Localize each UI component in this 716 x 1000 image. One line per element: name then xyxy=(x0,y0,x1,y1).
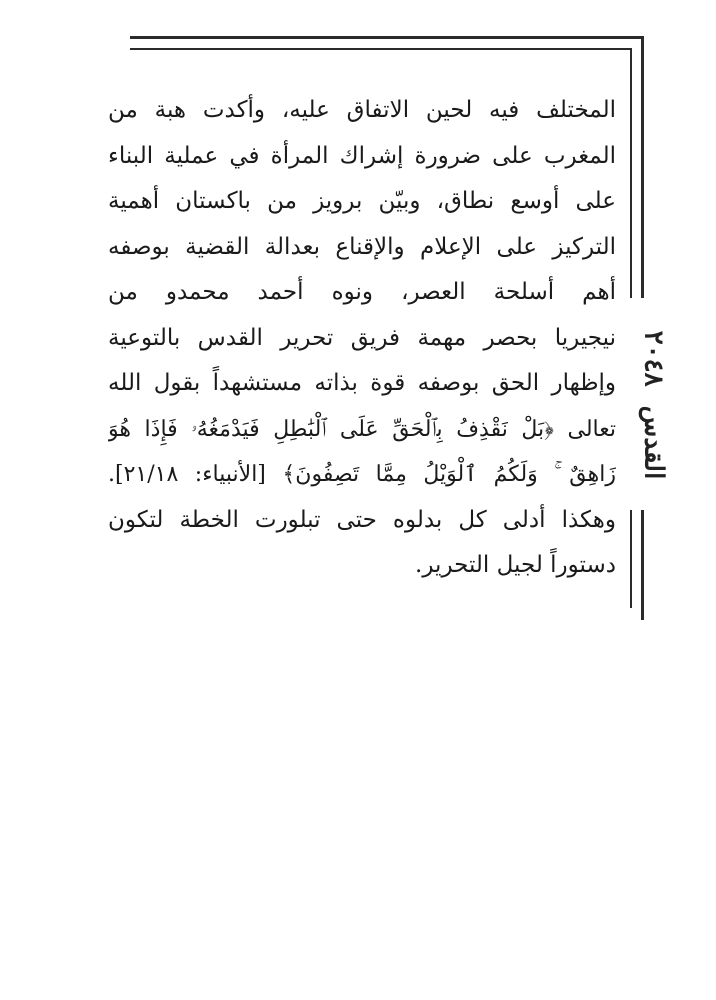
frame-outer-bottom-border xyxy=(641,510,644,620)
quran-verse-line-2: زَاهِقٌ ۚ وَلَكُمُ ٱلْوَيْلُ مِمَّا تَصِفُونَ﴾ [الأنبياء: ٢١/١٨]. xyxy=(108,462,616,487)
body-line-7: وإظهار الحق بوصفه قوة بذاته مستشهداً بقول الله xyxy=(108,370,616,396)
running-header xyxy=(628,305,678,505)
header-title: القدس xyxy=(638,405,669,480)
frame-inner-right-border xyxy=(630,48,632,298)
frame-outer-right-border xyxy=(641,36,644,298)
body-line-4: التركيز على الإعلام والإقناع بعدالة القضية بوصفه xyxy=(108,233,616,260)
body-line-2: المغرب على ضرورة إشراك المرأة في عملية البناء xyxy=(108,142,616,169)
body-line-1: المختلف فيه لحين الاتفاق عليه، وأكدت هبة من xyxy=(108,97,616,123)
body-line-3: على أوسع نطاق، وبيّن برويز من باكستان أهمية xyxy=(108,188,616,214)
quran-verse-line-1: تعالى ﴿بَلْ نَقْذِفُ بِٱلْحَقِّ عَلَى ٱلْبَٰطِلِ فَيَدْمَغُهُۥ فَإِذَا هُوَ xyxy=(108,416,616,442)
frame-outer-top-border xyxy=(130,36,644,39)
frame-inner-bottom-border xyxy=(630,510,632,608)
body-line-10: وهكذا أدلى كل بدلوه حتى تبلورت الخطة لتكون xyxy=(108,506,616,533)
frame-inner-top-border xyxy=(130,48,632,50)
running-header-text xyxy=(638,331,668,480)
body-line-6: نيجيريا بحصر مهمة فريق تحرير القدس بالتوعية xyxy=(108,324,616,351)
body-text xyxy=(108,88,616,589)
body-line-5: أهم أسلحة العصر، ونوه أحمد محمدو من xyxy=(108,279,616,305)
body-line-11: دستوراً لجيل التحرير. xyxy=(415,552,616,578)
page-number: ٢٠٤٨ xyxy=(638,330,669,387)
